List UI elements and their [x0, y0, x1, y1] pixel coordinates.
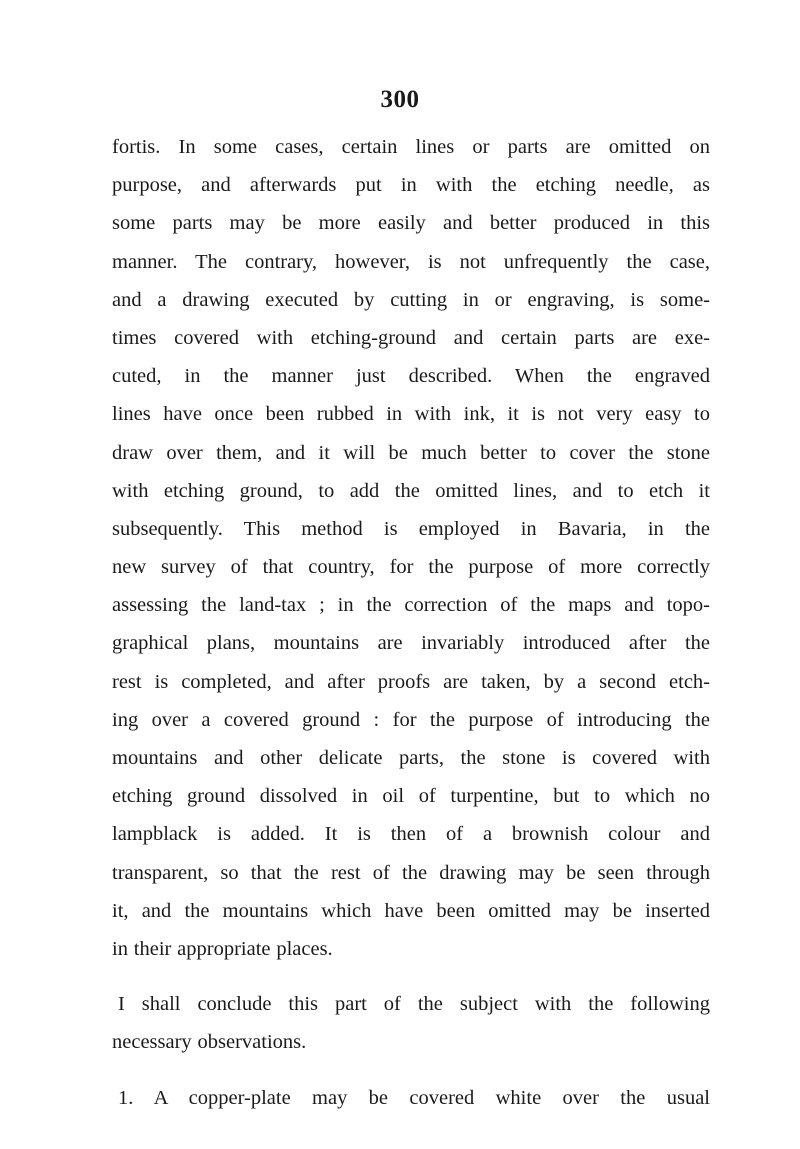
paragraph — [112, 985, 710, 1061]
text-line: manner. The contrary, however, is not unfrequently the case, — [112, 250, 710, 273]
text-line: mountains and other delicate parts, the stone is covered with — [112, 747, 710, 769]
text-line: 1. A copper-plate may be covered white over the usual — [118, 1086, 710, 1109]
text-line: it, and the mountains which have been omitted may be inserted — [112, 899, 710, 922]
text-line: times covered with etching-ground and certain parts are exe- — [112, 326, 710, 349]
text-line: subsequently. This method is employed in Bavaria, in the — [112, 517, 710, 540]
text-line: ing over a covered ground : for the purpose of introducing the — [112, 708, 710, 731]
paragraph — [112, 128, 710, 968]
text-line: assessing the land-tax ; in the correction of the maps and topo- — [112, 594, 710, 617]
text-line: and a drawing executed by cutting in or engraving, is some- — [112, 288, 710, 311]
text-line: necessary observations. — [112, 1031, 307, 1054]
page-number: 300 — [380, 86, 420, 113]
text-line: new survey of that country, for the purpose of more correctly — [112, 556, 710, 579]
text-line: cuted, in the manner just described. When the engraved — [112, 365, 710, 388]
text-line: in their appropriate places. — [112, 937, 333, 960]
text-line: purpose, and afterwards put in with the etching needle, as — [112, 174, 710, 197]
text-line: draw over them, and it will be much better to cover the stone — [112, 441, 710, 464]
text-line: with etching ground, to add the omitted lines, and to etch it — [112, 479, 710, 502]
text-line: fortis. In some cases, certain lines or parts are omitted on — [112, 136, 710, 158]
paragraph-gap — [112, 1062, 710, 1079]
body-text — [112, 128, 710, 1117]
text-line: some parts may be more easily and better produced in this — [112, 212, 710, 235]
text-line: lampblack is added. It is then of a brownish colour and — [112, 823, 710, 846]
text-line: etching ground dissolved in oil of turpentine, but to which no — [112, 785, 710, 808]
text-line: I shall conclude this part of the subject with the following — [118, 993, 710, 1016]
text-line: rest is completed, and after proofs are taken, by a second etch- — [112, 670, 710, 693]
text-line: lines have once been rubbed in with ink, it is not very easy to — [112, 403, 710, 426]
text-line: graphical plans, mountains are invariably introduced after the — [112, 632, 710, 655]
paragraph-gap — [112, 968, 710, 985]
text-line: transparent, so that the rest of the drawing may be seen through — [112, 861, 710, 884]
paragraph — [112, 1079, 710, 1117]
